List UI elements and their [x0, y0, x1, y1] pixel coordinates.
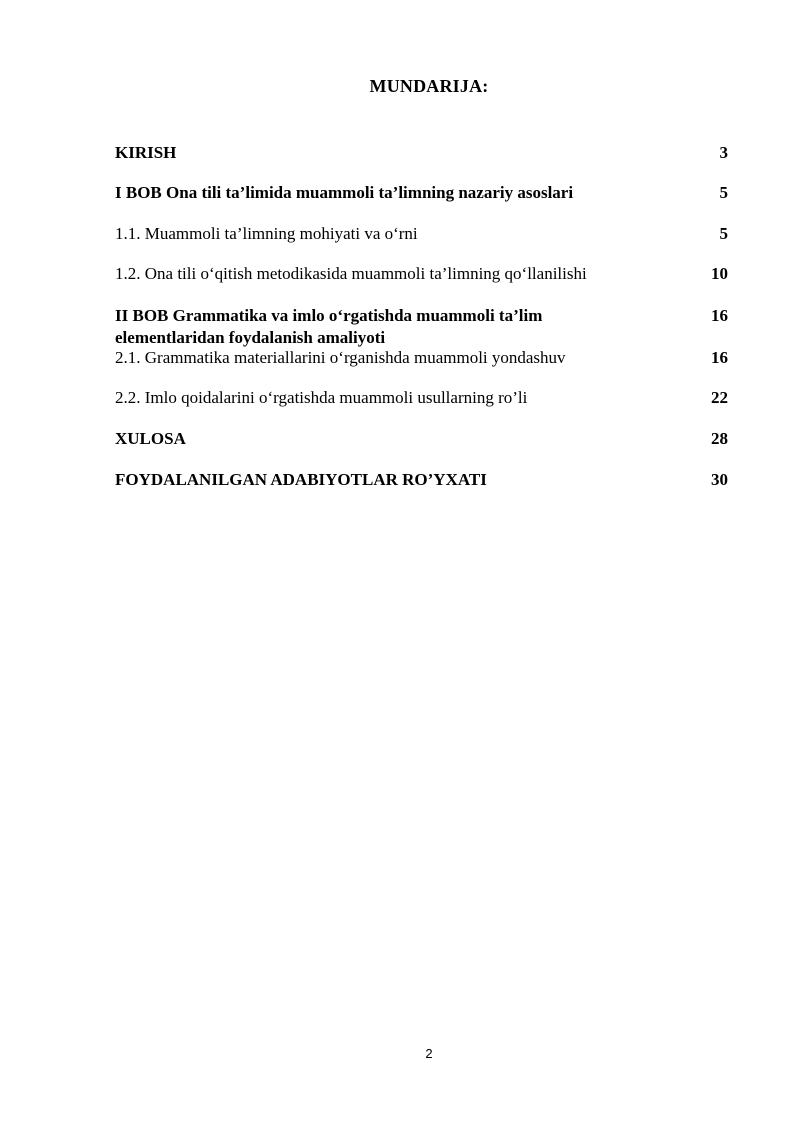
- page-number: 2: [425, 1046, 433, 1061]
- toc-entry-kirish: [115, 142, 728, 164]
- toc-entry-chapter-2: [115, 305, 728, 349]
- toc-entry-label: 2.1. Grammatika materiallarini o‘rganishda muammoli yondashuv: [115, 348, 566, 367]
- toc-entry-label: II BOB Grammatika va imlo o‘rgatishda muammoli ta’lim elementlaridan foydalanish amaliyoti: [115, 306, 543, 347]
- toc-entry-page: 3: [719, 143, 728, 162]
- toc-entry-page: 5: [719, 224, 728, 243]
- toc-entry-label: 1.2. Ona tili o‘qitish metodikasida muammoli ta’limning qo‘llanilishi: [115, 264, 587, 283]
- toc-entry-label: FOYDALANILGAN ADABIYOTLAR RO’YXATI: [115, 470, 487, 489]
- toc-entry-label: XULOSA: [115, 429, 186, 448]
- toc-entry-page: 10: [711, 264, 728, 283]
- toc-entry-page: 22: [711, 388, 728, 407]
- toc-title: MUNDARIJA:: [369, 76, 489, 96]
- toc-entry-page: 16: [711, 306, 728, 325]
- toc-entry-section-2-2: [115, 387, 728, 409]
- toc-entry-page: 30: [711, 470, 728, 489]
- toc-entry-page: 28: [711, 429, 728, 448]
- toc-entry-section-1-2: [115, 263, 728, 285]
- toc-entry-section-2-1: [115, 347, 728, 369]
- toc-entry-label: 2.2. Imlo qoidalarini o‘rgatishda muammoli usullarning ro’li: [115, 388, 528, 407]
- toc-entry-page: 5: [719, 183, 728, 202]
- toc-entry-xulosa: [115, 428, 728, 450]
- toc-entry-section-1-1: [115, 223, 728, 245]
- toc-entry-references: [115, 469, 728, 491]
- toc-entry-label: 1.1. Muammoli ta’limning mohiyati va o‘rni: [115, 224, 418, 243]
- toc-entry-label: KIRISH: [115, 143, 177, 162]
- toc-entry-label: I BOB Ona tili ta’limida muammoli ta’limning nazariy asoslari: [115, 183, 574, 202]
- toc-entry-chapter-1: [115, 182, 728, 204]
- toc-entry-page: 16: [711, 348, 728, 367]
